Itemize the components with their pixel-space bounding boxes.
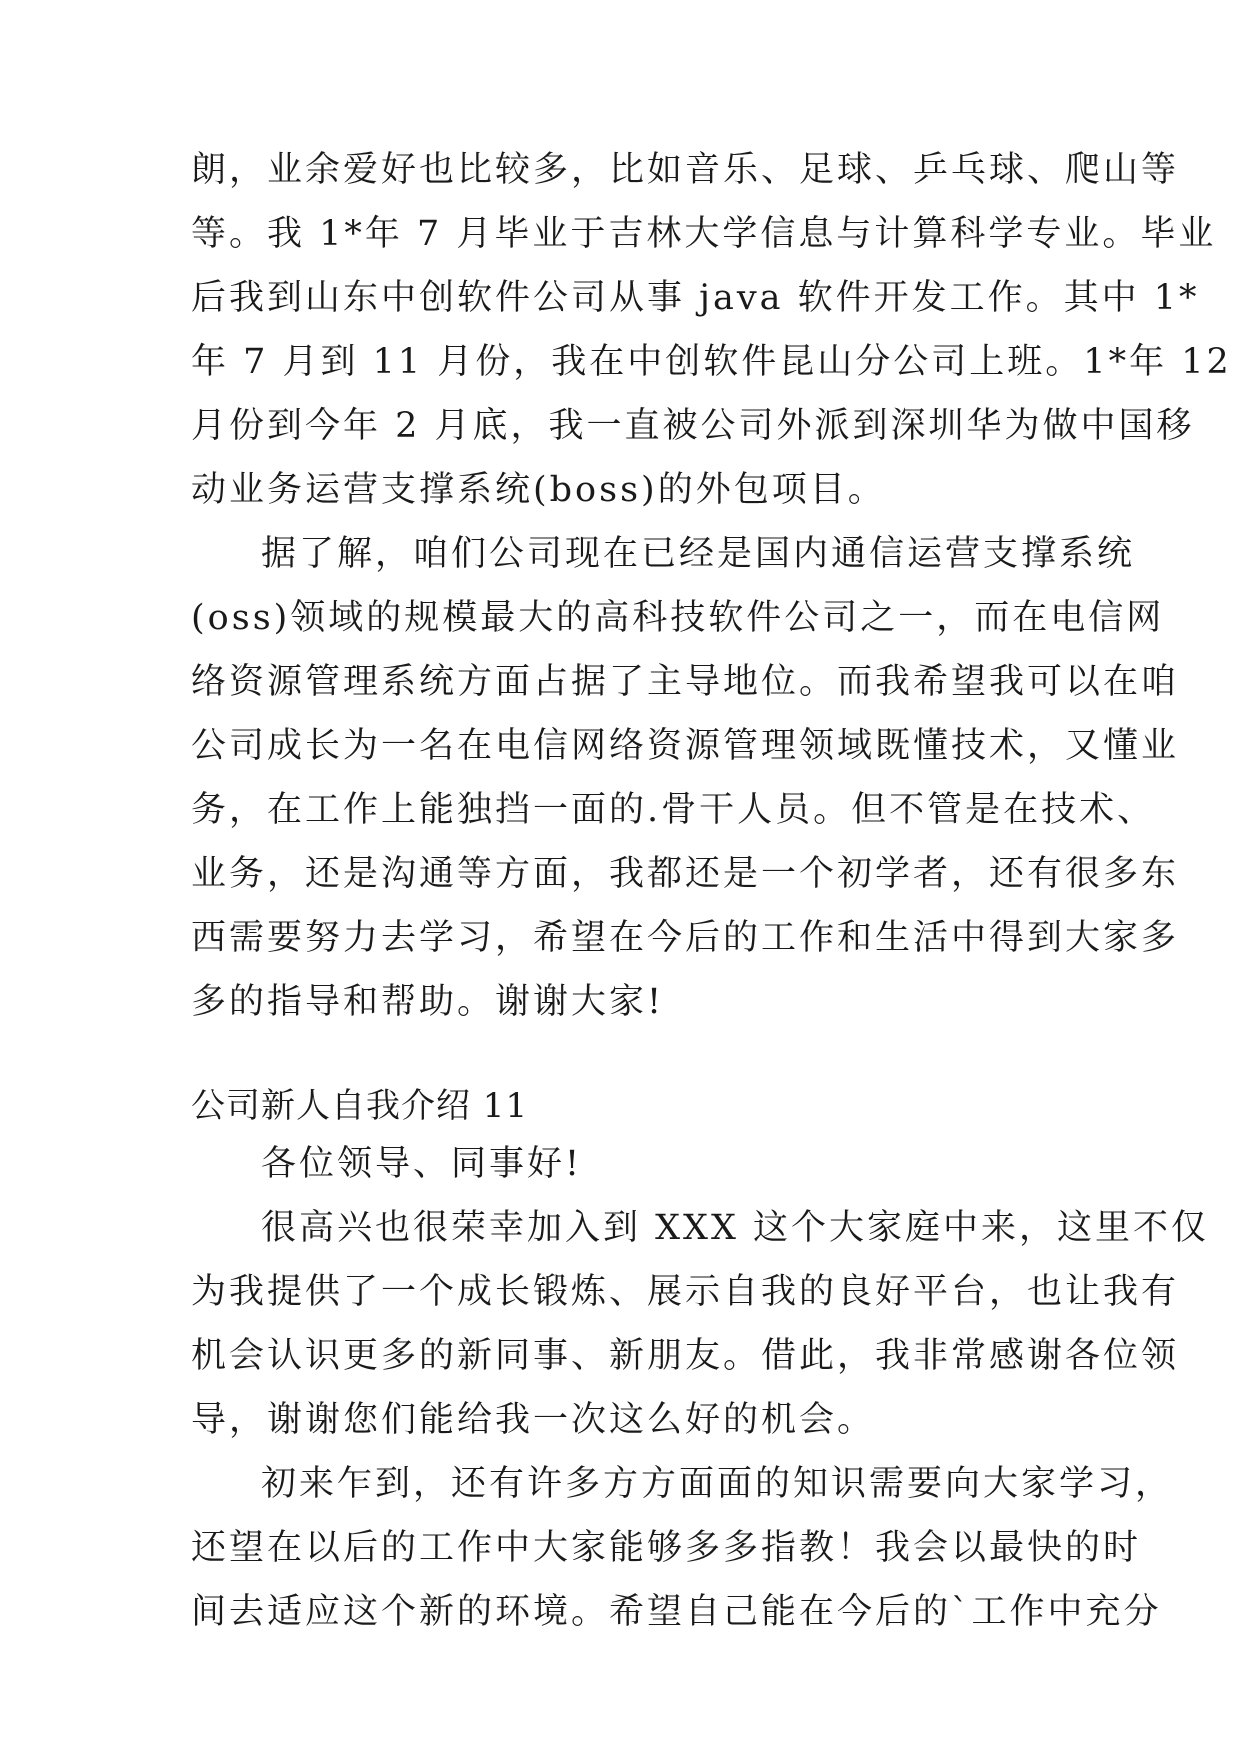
text-line: 月份到今年 2 月底，我一直被公司外派到深圳华为做中国移 (191, 406, 1195, 446)
text-line: 很高兴也很荣幸加入到 XXX 这个大家庭中来，这里不仅 (261, 1208, 1210, 1248)
greeting-line: 各位领导、同事好! (261, 1144, 583, 1184)
text-line: 初来乍到，还有许多方方面面的知识需要向大家学习， (261, 1464, 1174, 1504)
text-line: 朗，业余爱好也比较多，比如音乐、足球、乒乓球、爬山等 (191, 150, 1180, 190)
section-heading: 公司新人自我介绍 11 (191, 1086, 529, 1126)
text-line: 西需要努力去学习，希望在今后的工作和生活中得到大家多 (191, 918, 1180, 958)
text-line: 动业务运营支撑系统(boss)的外包项目。 (191, 470, 886, 510)
text-line: 公司成长为一名在电信网络资源管理领域既懂技术，又懂业 (191, 726, 1180, 766)
text-line: (oss)领域的规模最大的高科技软件公司之一，而在电信网 (191, 598, 1165, 638)
text-line: 机会认识更多的新同事、新朋友。借此，我非常感谢各位领 (191, 1336, 1180, 1376)
text-line: 为我提供了一个成长锻炼、展示自我的良好平台，也让我有 (191, 1272, 1180, 1312)
text-line: 据了解，咱们公司现在已经是国内通信运营支撑系统 (261, 534, 1136, 574)
text-line: 多的指导和帮助。谢谢大家! (191, 982, 665, 1022)
text-line: 导，谢谢您们能给我一次这么好的机会。 (191, 1400, 876, 1440)
text-line: 还望在以后的工作中大家能够多多指教！我会以最快的时 (191, 1528, 1142, 1568)
text-line: 务，在工作上能独挡一面的.骨干人员。但不管是在技术、 (191, 790, 1156, 830)
text-line: 业务，还是沟通等方面，我都还是一个初学者，还有很多东 (191, 854, 1180, 894)
text-line: 间去适应这个新的环境。希望自己能在今后的`工作中充分 (191, 1592, 1162, 1632)
text-line: 后我到山东中创软件公司从事 java 软件开发工作。其中 1* (191, 278, 1200, 318)
text-line: 络资源管理系统方面占据了主导地位。而我希望我可以在咱 (191, 662, 1180, 702)
text-line: 等。我 1*年 7 月毕业于吉林大学信息与计算科学专业。毕业 (191, 214, 1217, 254)
text-line: 年 7 月到 11 月份，我在中创软件昆山分公司上班。1*年 12 (191, 342, 1232, 382)
